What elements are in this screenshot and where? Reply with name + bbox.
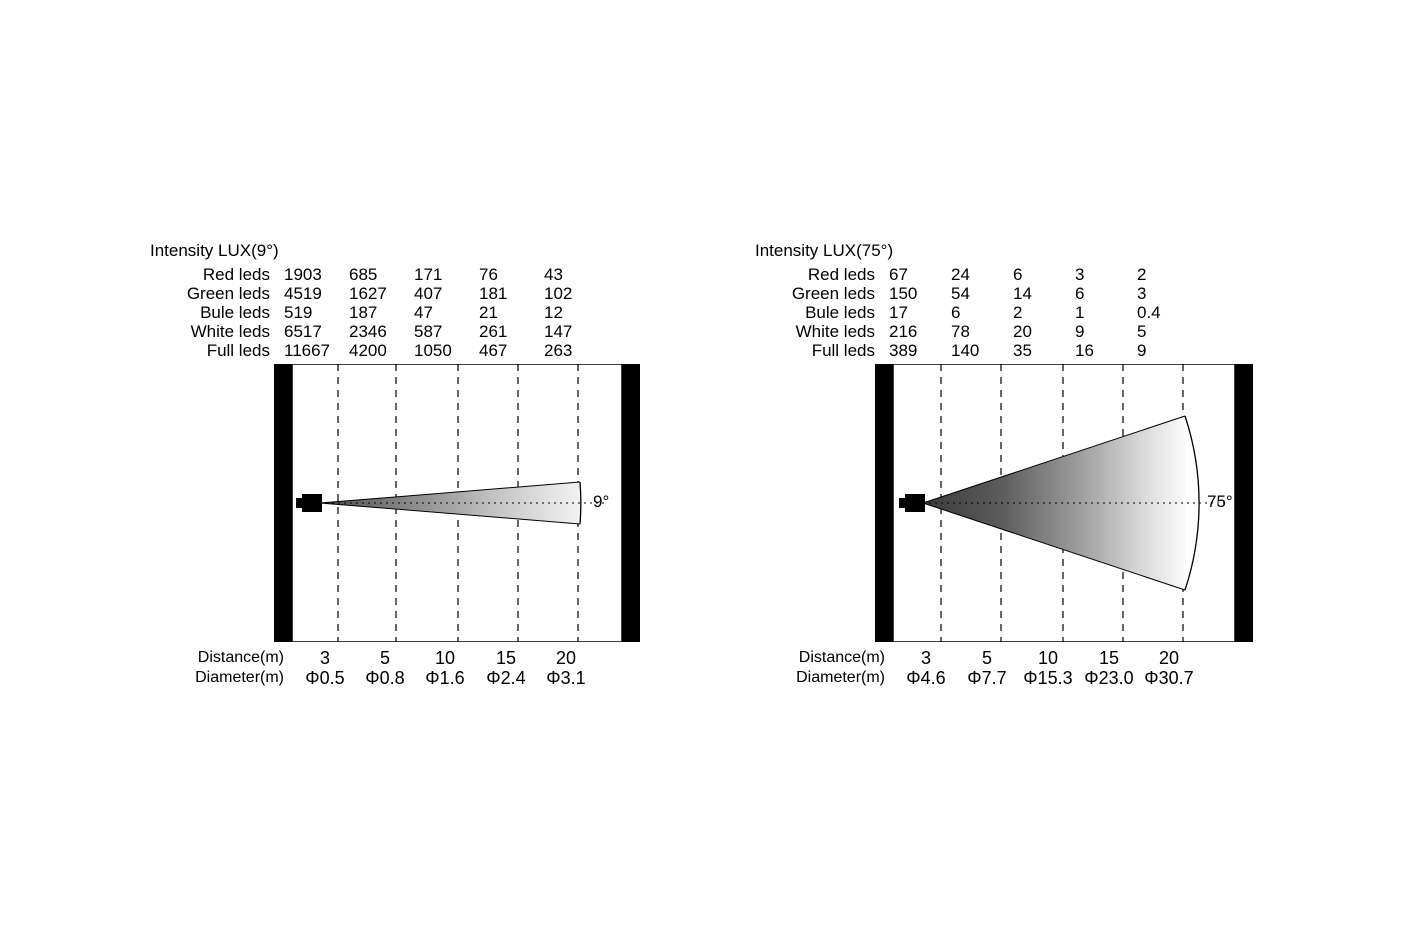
distance-value: 10 [1037, 648, 1059, 668]
distance-value: 10 [434, 648, 456, 668]
row-label: Red leds [807, 265, 875, 284]
cell-value: 76 [479, 265, 498, 284]
cell-value: 6517 [284, 322, 322, 341]
cell-value: 24 [951, 265, 970, 284]
cell-value: 261 [479, 322, 508, 341]
cell-value: 140 [951, 341, 980, 360]
diameter-value: Φ30.7 [1144, 668, 1194, 688]
cell-value: 519 [284, 303, 313, 322]
beam-illustration [755, 364, 1265, 642]
cell-value: 407 [414, 284, 443, 303]
table-row [755, 341, 1199, 360]
distance-value: 3 [920, 648, 931, 668]
cell-value: 4519 [284, 284, 322, 303]
table-row [150, 648, 596, 668]
intensity-title-wide: Intensity LUX(75°) [755, 241, 894, 260]
cell-value: 21 [479, 303, 498, 322]
diameter-value: Φ4.6 [906, 668, 946, 688]
cell-value: 20 [1013, 322, 1032, 341]
distance-label: Distance(m) [798, 649, 885, 666]
cell-value: 2 [1137, 265, 1147, 284]
distance-table-wide [755, 648, 1199, 688]
cell-value: 12 [544, 303, 563, 322]
cell-value: 685 [349, 265, 378, 284]
cell-value: 78 [951, 322, 970, 341]
diameter-value: Φ23.0 [1084, 668, 1134, 688]
cell-value: 587 [414, 322, 443, 341]
row-label: Green leds [186, 284, 270, 303]
row-label: Bule leds [200, 303, 270, 322]
cell-value: 6 [1075, 284, 1085, 303]
table-row [150, 303, 609, 322]
table-row [150, 322, 609, 341]
cell-value: 150 [889, 284, 918, 303]
cell-value: 3 [1137, 284, 1147, 303]
cell-value: 0.4 [1137, 303, 1161, 322]
diameter-value: Φ0.5 [305, 668, 345, 688]
diameter-label: Diameter(m) [195, 669, 284, 686]
cell-value: 102 [544, 284, 573, 303]
cell-value: 4200 [349, 341, 387, 360]
diameter-value: Φ2.4 [486, 668, 526, 688]
cell-value: 1627 [349, 284, 387, 303]
diameter-label: Diameter(m) [796, 669, 885, 686]
cell-value: 1 [1075, 303, 1085, 322]
diameter-value: Φ0.8 [365, 668, 405, 688]
diameter-value: Φ15.3 [1023, 668, 1073, 688]
cell-value: 2346 [349, 322, 387, 341]
row-label: Full leds [206, 341, 270, 360]
distance-value: 15 [495, 648, 517, 668]
row-label: Bule leds [805, 303, 875, 322]
cell-value: 16 [1075, 341, 1094, 360]
diameter-value: Φ1.6 [425, 668, 465, 688]
cell-value: 171 [414, 265, 443, 284]
distance-value: 5 [981, 648, 992, 668]
cell-value: 14 [1013, 284, 1032, 303]
cell-value: 6 [1013, 265, 1023, 284]
table-row [755, 322, 1199, 341]
table-row [755, 648, 1199, 668]
beam-panel-wide [755, 240, 1265, 688]
table-row [755, 303, 1199, 322]
beam-angle-label-wide: 75° [1207, 492, 1233, 511]
table-row [755, 265, 1199, 284]
diameter-value: Φ3.1 [546, 668, 586, 688]
table-row [150, 265, 609, 284]
row-label: White leds [190, 322, 270, 341]
table-row [150, 668, 596, 688]
cell-value: 1903 [284, 265, 322, 284]
table-row [150, 341, 609, 360]
beam-angle-label-narrow: 9° [593, 492, 610, 511]
row-label: White leds [795, 322, 875, 341]
intensity-table-wide [755, 265, 1199, 360]
distance-value: 5 [379, 648, 390, 668]
cell-value: 147 [544, 322, 573, 341]
table-row [755, 284, 1199, 303]
cell-value: 17 [889, 303, 908, 322]
row-label: Green leds [791, 284, 875, 303]
cell-value: 54 [951, 284, 970, 303]
cell-value: 263 [544, 341, 573, 360]
table-row [755, 668, 1199, 688]
cell-value: 389 [889, 341, 918, 360]
row-label: Full leds [811, 341, 875, 360]
cell-value: 9 [1137, 341, 1147, 360]
cell-value: 187 [349, 303, 378, 322]
cell-value: 1050 [414, 341, 452, 360]
cell-value: 47 [414, 303, 433, 322]
cell-value: 9 [1075, 322, 1085, 341]
cell-value: 181 [479, 284, 508, 303]
beam-diagram-narrow [150, 364, 640, 642]
intensity-title-narrow: Intensity LUX(9°) [150, 241, 279, 260]
intensity-table-narrow [150, 265, 609, 360]
cell-value: 43 [544, 265, 563, 284]
distance-value: 20 [1158, 648, 1180, 668]
distance-value: 15 [1098, 648, 1120, 668]
distance-value: 20 [555, 648, 577, 668]
beam-diagram-wide [755, 364, 1265, 642]
distance-label: Distance(m) [197, 649, 284, 666]
beam-illustration [150, 364, 640, 642]
distance-table-narrow [150, 648, 596, 688]
cell-value: 6 [951, 303, 961, 322]
distance-value: 3 [319, 648, 330, 668]
cell-value: 67 [889, 265, 908, 284]
cell-value: 35 [1013, 341, 1032, 360]
row-label: Red leds [202, 265, 270, 284]
cell-value: 467 [479, 341, 508, 360]
cell-value: 2 [1013, 303, 1023, 322]
table-row [150, 284, 609, 303]
cell-value: 216 [889, 322, 918, 341]
beam-panel-narrow [150, 240, 640, 688]
cell-value: 3 [1075, 265, 1085, 284]
cell-value: 5 [1137, 322, 1147, 341]
cell-value: 11667 [284, 341, 331, 360]
diameter-value: Φ7.7 [967, 668, 1007, 688]
